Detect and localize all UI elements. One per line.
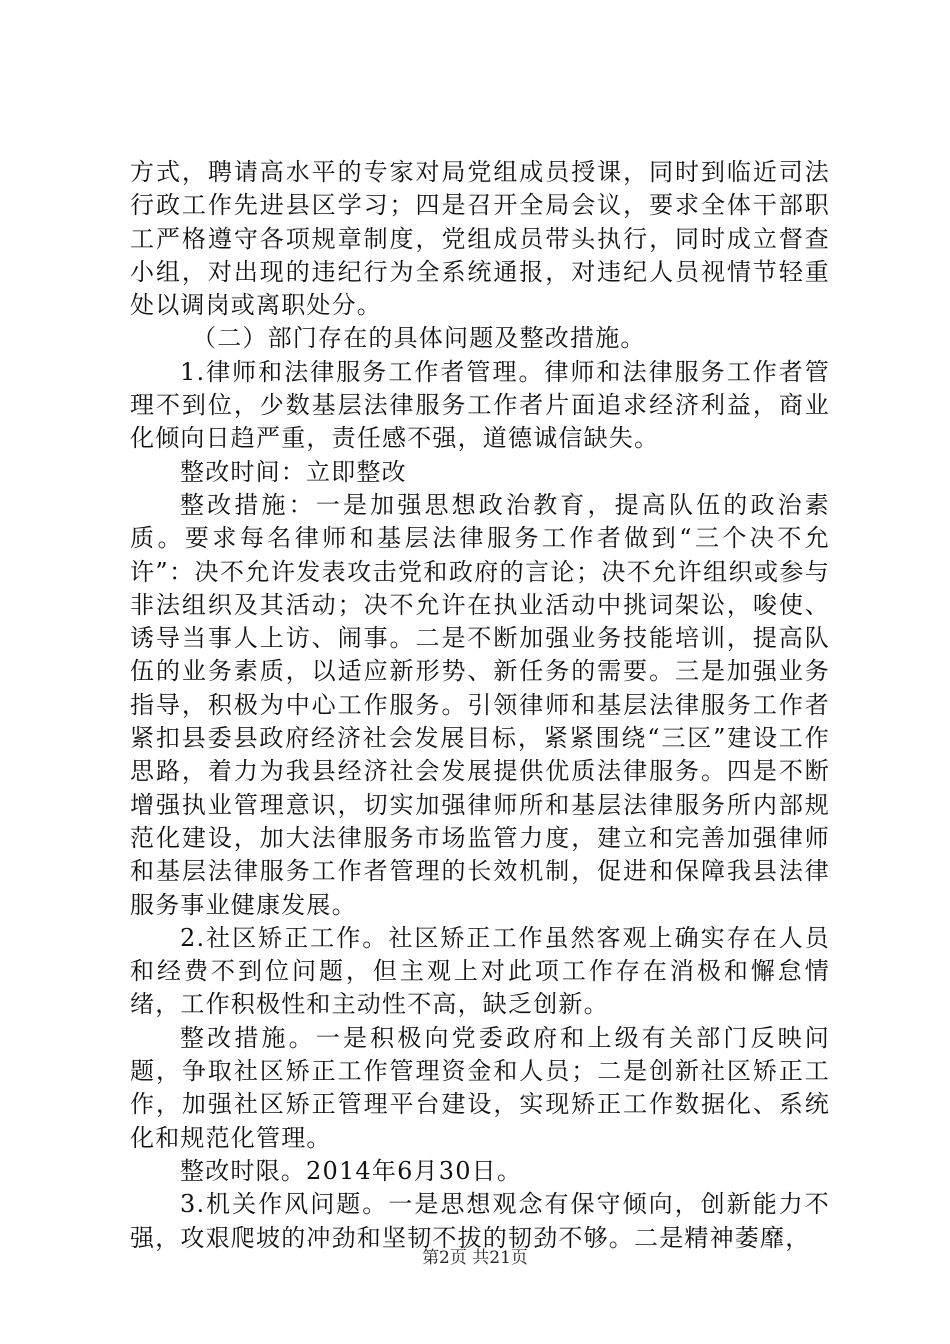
paragraph-rectification-measures: 整改措施：一是加强思想政治教育，提高队伍的政治素质。要求每名律师和基层法律服务工作者做到“三个决不允许”：决不允许发表攻击党和政府的言论；决不允许组织或参与非法组织及其活动；决不允许在执业活动中挑词架讼，唆使、诱导当事人上访、闹事。二是不断加强业务技能培训，提高队伍的业务素质，以适应新形势、新任务的需要。三是加强业务指导，积极为中心工作服务。引领律师和基层法律服务工作者紧扣县委县政府经济社会发展目标，紧紧围绕“三区”建设工作思路，着力为我县经济社会发展提供优质法律服务。四是不断增强执业管理意识，切实加强律师所和基层法律服务所内部规范化建设，加大法律服务市场监管力度，建立和完善加强律师和基层法律服务工作者管理的长效机制，促进和保障我县法律服务事业健康发展。: [130, 490, 830, 919]
paragraph-work-style: 3.机关作风问题。一是思想观念有保守倾向，创新能力不强，攻艰爬坡的冲劲和坚韧不拔的韧劲不够。二是精神萎靡，: [130, 1190, 830, 1252]
paragraph-rectification-time: 整改时间：立即整改: [180, 457, 407, 486]
page-number-footer: 第2页 共21页: [422, 1248, 528, 1268]
paragraph-deadline: 整改时限。2014年6月30日。: [180, 1156, 523, 1185]
paragraph-correction-measures: 整改措施。一是积极向党委政府和上级有关部门反映问题，争取社区矫正工作管理资金和人员；二是创新社区矫正工作，加强社区矫正管理平台建设，实现矫正工作数据化、系统化和规范化管理。: [130, 1023, 830, 1152]
paragraph-methods-continued: 方式，聘请高水平的专家对局党组成员授课，同时到临近司法行政工作先进县区学习；四是召开全局会议，要求全体干部职工严格遵守各项规章制度，党组成员带头执行，同时成立督查小组，对出现的违纪行为全系统通报，对违纪人员视情节轻重处以调岗或离职处分。: [130, 158, 830, 320]
paragraph-community-correction: 2.社区矫正工作。社区矫正工作虽然客观上确实存在人员和经费不到位问题，但主观上对此项工作存在消极和懈怠情绪，工作积极性和主动性不高，缺乏创新。: [130, 923, 830, 1019]
document-body: [130, 156, 830, 1255]
section-heading-department-issues: （二）部门存在的具体问题及整改措施。: [192, 324, 646, 353]
paragraph-lawyer-management: 1.律师和法律服务工作者管理。律师和法律服务工作者管理不到位，少数基层法律服务工作者片面追求经济利益，商业化倾向日趋严重，责任感不强，道德诚信缺失。: [130, 357, 830, 453]
